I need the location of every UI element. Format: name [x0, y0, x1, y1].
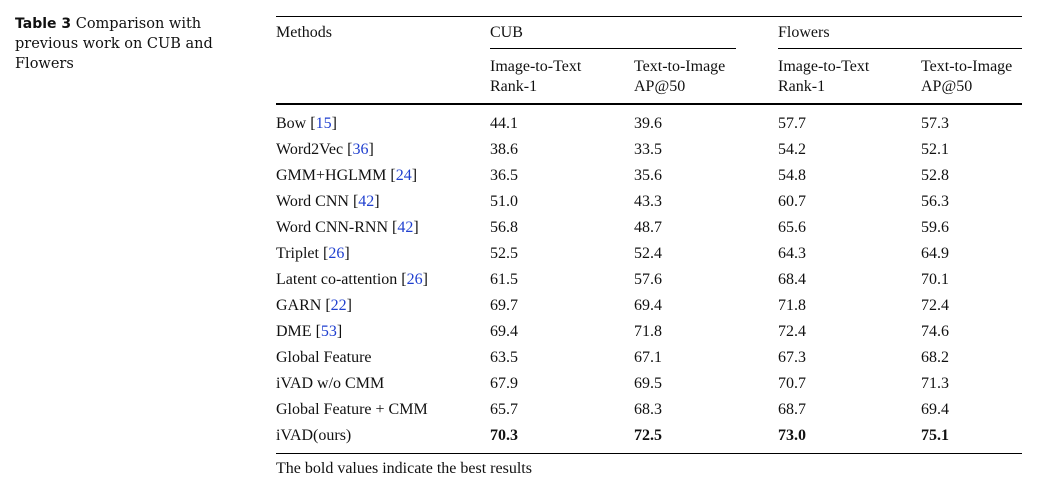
value-cell: 73.0: [778, 427, 806, 444]
value-cell: 59.6: [921, 219, 949, 236]
method-cell: Word CNN-RNN [42]: [276, 219, 419, 236]
value-cell: 69.4: [921, 401, 949, 418]
value-cell: 70.3: [490, 427, 518, 444]
value-cell: 60.7: [778, 193, 806, 210]
method-name: iVAD w/o CMM: [276, 375, 385, 392]
value-cell: 68.2: [921, 349, 949, 366]
value-cell: 65.7: [490, 401, 518, 418]
method-cell: GARN [22]: [276, 297, 352, 314]
value-cell: 63.5: [490, 349, 518, 366]
subheader-line: AP@50: [921, 78, 973, 95]
value-cell: 33.5: [634, 141, 662, 158]
subheader-flowers-i2t: [778, 57, 869, 97]
value-cell: 52.4: [634, 245, 662, 262]
table-top-rule: [276, 16, 1022, 17]
method-cell: Word2Vec [36]: [276, 141, 374, 158]
citation-link[interactable]: 53: [320, 323, 337, 340]
value-cell: 64.3: [778, 245, 806, 262]
method-name: Triplet: [276, 245, 319, 262]
value-cell: 71.8: [778, 297, 806, 314]
method-name: DME: [276, 323, 312, 340]
citation-link[interactable]: 42: [358, 193, 375, 210]
citation-link[interactable]: 36: [352, 141, 369, 158]
method-cell: Triplet [26]: [276, 245, 350, 262]
table-label: Table 3: [15, 16, 72, 32]
value-cell: 70.7: [778, 375, 806, 392]
group-header-cub: CUB: [490, 24, 523, 41]
cub-group-rule: [490, 48, 736, 49]
table-caption-text: Comparison with previous work on CUB and Flowers: [15, 16, 213, 72]
method-cell: Word CNN [42]: [276, 193, 380, 210]
table-bottom-rule: [276, 453, 1022, 454]
value-cell: 75.1: [921, 427, 949, 444]
method-name: Global Feature + CMM: [276, 401, 428, 418]
subheader-line: Text-to-Image: [921, 58, 1013, 75]
value-cell: 69.7: [490, 297, 518, 314]
method-cell: [276, 400, 428, 420]
value-cell: 67.9: [490, 375, 518, 392]
header-bottom-rule: [276, 103, 1022, 105]
table-footnote: The bold values indicate the best results: [276, 460, 532, 477]
method-name: Global Feature: [276, 349, 372, 366]
value-cell: 44.1: [490, 115, 518, 132]
value-cell: 71.8: [634, 323, 662, 340]
value-cell: 54.2: [778, 141, 806, 158]
value-cell: 68.4: [778, 271, 806, 288]
method-cell: GMM+HGLMM [24]: [276, 167, 418, 184]
citation-link[interactable]: 42: [397, 219, 414, 236]
value-cell: 57.3: [921, 115, 949, 132]
value-cell: 65.6: [778, 219, 806, 236]
citation-link[interactable]: 15: [315, 115, 332, 132]
value-cell: 52.5: [490, 245, 518, 262]
value-cell: 72.5: [634, 427, 662, 444]
method-cell: [276, 348, 372, 368]
citation-link[interactable]: 22: [330, 297, 347, 314]
subheader-line: Rank-1: [490, 78, 538, 95]
citation-link[interactable]: 24: [395, 167, 412, 184]
method-name: Word2Vec: [276, 141, 344, 158]
value-cell: 57.7: [778, 115, 806, 132]
value-cell: 69.4: [634, 297, 662, 314]
value-cell: 57.6: [634, 271, 662, 288]
value-cell: 69.5: [634, 375, 662, 392]
method-name: GMM+HGLMM: [276, 167, 387, 184]
value-cell: 39.6: [634, 115, 662, 132]
method-cell: [276, 374, 384, 394]
subheader-line: Text-to-Image: [634, 58, 726, 75]
value-cell: 72.4: [778, 323, 806, 340]
citation-link[interactable]: 26: [328, 245, 345, 262]
value-cell: 56.3: [921, 193, 949, 210]
value-cell: 38.6: [490, 141, 518, 158]
value-cell: 61.5: [490, 271, 518, 288]
value-cell: 43.3: [634, 193, 662, 210]
subheader-flowers-t2i: [921, 57, 1012, 97]
value-cell: 35.6: [634, 167, 662, 184]
subheader-cub-i2t: [490, 57, 581, 97]
group-header-flowers: Flowers: [778, 24, 830, 41]
table-caption: [15, 14, 235, 74]
method-name: iVAD(ours): [276, 427, 352, 444]
value-cell: 70.1: [921, 271, 949, 288]
method-name: Bow: [276, 115, 307, 132]
value-cell: 72.4: [921, 297, 949, 314]
value-cell: 67.1: [634, 349, 662, 366]
value-cell: 69.4: [490, 323, 518, 340]
value-cell: 68.7: [778, 401, 806, 418]
flowers-group-rule: [778, 48, 1022, 49]
value-cell: 71.3: [921, 375, 949, 392]
value-cell: 68.3: [634, 401, 662, 418]
method-cell: Latent co-attention [26]: [276, 271, 428, 288]
method-name: Latent co-attention: [276, 271, 398, 288]
subheader-line: Image-to-Text: [778, 58, 870, 75]
subheader-line: AP@50: [634, 78, 686, 95]
methods-header: Methods: [276, 24, 332, 41]
method-cell: Bow [15]: [276, 115, 337, 132]
method-cell: [276, 426, 351, 446]
citation-link[interactable]: 26: [406, 271, 423, 288]
value-cell: 48.7: [634, 219, 662, 236]
value-cell: 54.8: [778, 167, 806, 184]
method-cell: DME [53]: [276, 323, 343, 340]
subheader-line: Image-to-Text: [490, 58, 582, 75]
method-name: GARN: [276, 297, 322, 314]
value-cell: 74.6: [921, 323, 949, 340]
value-cell: 64.9: [921, 245, 949, 262]
value-cell: 36.5: [490, 167, 518, 184]
subheader-line: Rank-1: [778, 78, 826, 95]
method-name: Word CNN: [276, 193, 349, 210]
value-cell: 51.0: [490, 193, 518, 210]
value-cell: 56.8: [490, 219, 518, 236]
method-name: Word CNN-RNN: [276, 219, 389, 236]
value-cell: 52.1: [921, 141, 949, 158]
value-cell: 67.3: [778, 349, 806, 366]
subheader-cub-t2i: [634, 57, 725, 97]
value-cell: 52.8: [921, 167, 949, 184]
